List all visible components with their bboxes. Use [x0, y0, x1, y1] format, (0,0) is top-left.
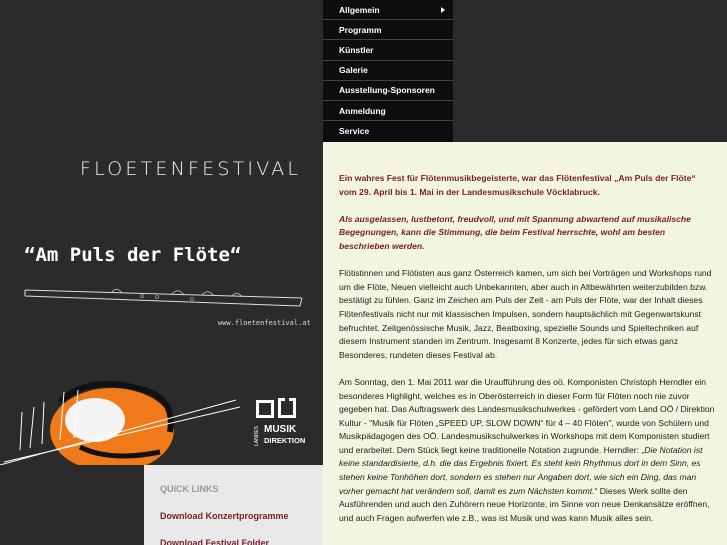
- nav-item-label: Ausstellung-Sponsoren: [339, 85, 435, 96]
- nav-item-ausstellung-sponsoren[interactable]: [323, 81, 453, 101]
- orange-flute-artwork: [0, 362, 250, 465]
- logo-mark-icon: [254, 398, 296, 422]
- nav-item-label: Service: [339, 126, 370, 137]
- premiere-text-end: “ Dieses Werk sollte den Ausführenden und auch den Zuhörern neue Horizonte, im Sinne von neue Denkansätze eröffnen, und auch Fragen aufwerfen wie z.B., was ist Musik und was kann Musik alles sein.: [339, 485, 710, 523]
- banner-slogan: “Am Puls der Flöte“: [24, 244, 242, 266]
- body-paragraph: Flötistinnen und Flötisten aus ganz Österreich kamen, um sich bei Vorträgen und Workshops rund um die Flöte, Neuen vielleicht auch Unbekannten, aber auch in Altbewährten weiterzubilden bzw. bestätigt zu fühlen. Ganz im Zeichen am Puls der Zeit - am Puls der Flöte, war der Inhalt dieses Flötenfestivals nicht nur mit klassischen Impulsen, sondern hauptsächlich mit Gegenwartskunst befruchtet. Zeitgenössische Musik, Jazz, Beatboxing, spezielle Sounds und Spieltechniken auf diesem Instrument standen im Zentrum. Insgesamt 8 Konzerte, jedes für sich etwas ganz Besonderes, rundeten dieses Festival ab.: [339, 268, 712, 360]
- nav-item-label: Allgemein: [339, 4, 380, 15]
- quick-links-panel: [144, 465, 323, 545]
- logo-line-2: DIREKTION: [264, 436, 306, 445]
- nav-item-service[interactable]: [323, 121, 453, 141]
- herndler-quote: Die Notation ist keine standardisierte, d.h. die das Ergebnis fixiert. Es steht kein Rhythmus dort in dem Sinn, es stehen keine Tonhöhen dort, sondern es stehen nur Angaben dort, wie sich ein Ding, das man vorher gemacht hat verändern soll, damit es zum Nächsten kommt.: [339, 444, 703, 496]
- logo-text: [264, 424, 305, 446]
- download-konzertprogramme-link[interactable]: Download Konzertprogramme: [160, 511, 289, 521]
- nav-item-label: Programm: [339, 24, 382, 35]
- banner-title: FLOETENFESTIVAL: [80, 158, 302, 180]
- premiere-text-start: Am Sonntag, den 1. Mai 2011 war die Uraufführung des oö. Komponisten Christoph Herndler ein besonderes Highlight, welches es in Oberösterreich in dieser Form für Flöten noch nie zuvor gegeben hat. Das Auftragswerk des Landesmusikschulwerkes - gefördert vom Land OÖ / Direktion Kultur - "Musik für Flöten „SPEED UP, SLOW DOWN“ für 4 – 40 Flöten", wurde von Schülern und Musikpädagogen des OÖ. Landesmusikschulwerkes in Workshops mit dem Komponisten studiert und erarbeitet. Dem Stück liegt keine traditionelle Notation zugrunde. Herndler: „: [339, 376, 715, 455]
- nav-item-kuenstler[interactable]: [323, 40, 453, 60]
- mood-paragraph: Als ausgelassen, lustbetont, freudvoll, und mit Spannung abwartend auf musikalische Begegnungen, kann die Stimmung, die beim Festival herrschte, wohl am besten beschrieben werden.: [339, 213, 691, 251]
- nav-item-galerie[interactable]: [323, 61, 453, 81]
- nav-item-allgemein[interactable]: [323, 0, 453, 20]
- quick-links-section: [0, 465, 323, 545]
- nav-item-anmeldung[interactable]: [323, 101, 453, 121]
- main-nav: [323, 0, 453, 142]
- intro-paragraph: Ein wahres Fest für Flötenmusikbegeisterte, war das Flötenfestival „Am Puls der Flöte“ vom 29. April bis 1. Mai in der Landesmusikschule Vöcklabruck.: [339, 173, 696, 197]
- landesmusikdirektion-logo: [254, 398, 306, 446]
- premiere-paragraph: [339, 376, 715, 526]
- nav-item-label: Künstler: [339, 44, 374, 55]
- flute-drawing: [22, 284, 304, 314]
- download-festival-folder-link[interactable]: Download Festival Folder: [160, 538, 270, 545]
- festival-banner: [0, 142, 323, 465]
- chevron-right-icon: [441, 7, 445, 13]
- quick-links-title: QUICK LINKS: [160, 484, 219, 494]
- nav-item-label: Anmeldung: [339, 105, 386, 116]
- nav-item-programm[interactable]: [323, 20, 453, 40]
- banner-url: www.floetenfestival.at: [218, 319, 311, 327]
- logo-line-1: MUSIK: [264, 424, 297, 435]
- logo-side-text: LANDES: [254, 425, 260, 446]
- main-content: [323, 142, 727, 545]
- nav-item-label: Galerie: [339, 65, 368, 76]
